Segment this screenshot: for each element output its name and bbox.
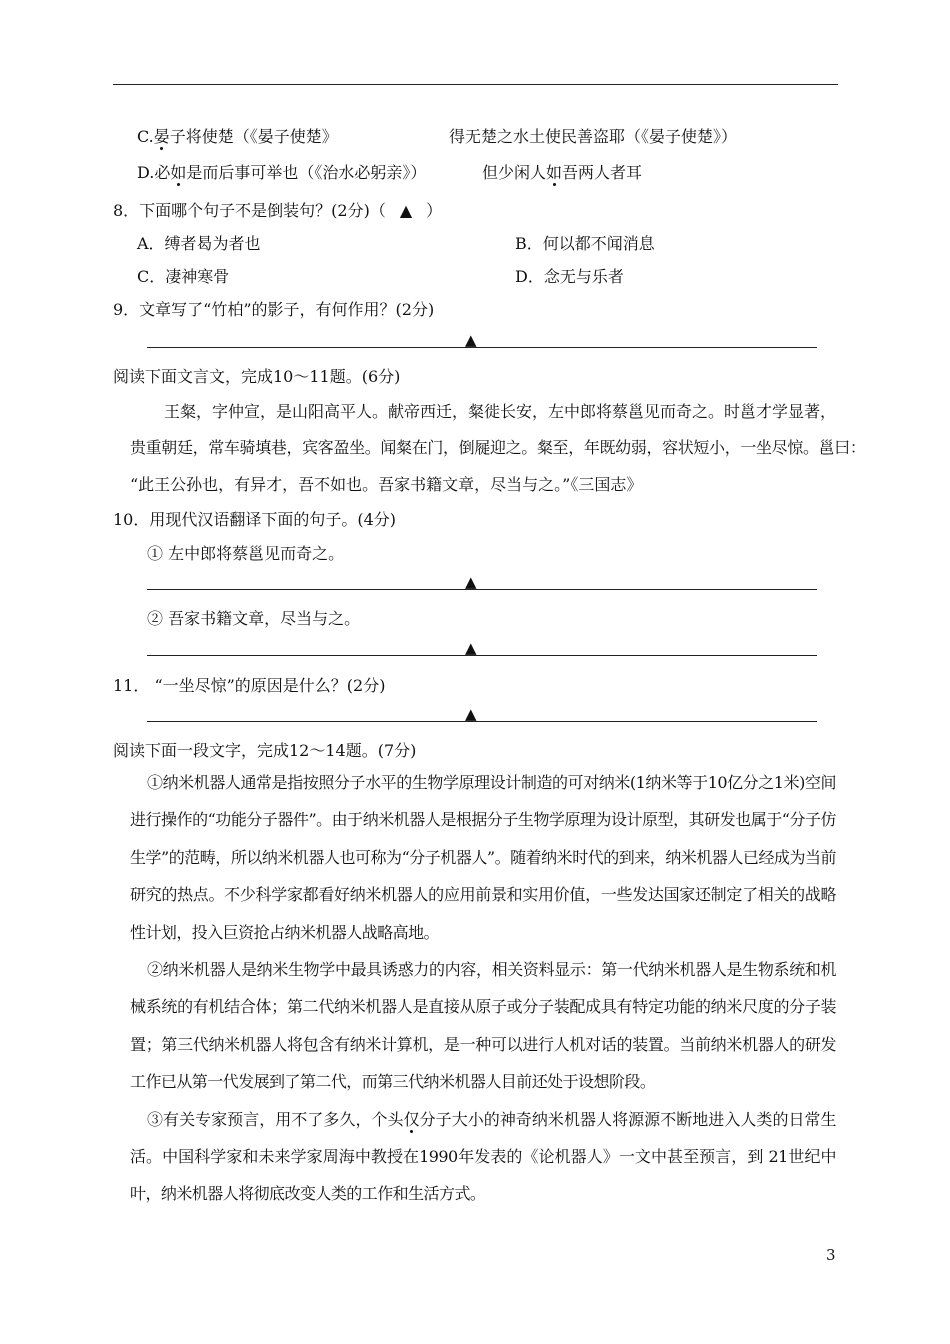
q10-stem: 10．用现代汉语翻译下面的句子。(4分) [113, 510, 397, 529]
classical-intro: 阅读下面文言文，完成10～11题。(6分) [113, 367, 401, 386]
q8-option-b: B．何以都不闻消息 [515, 234, 655, 253]
answer-blank-marker: ▲ [399, 201, 413, 220]
emphasis-dot-char: 如 [170, 163, 187, 182]
q11-stem: 11． “一坐尽惊”的原因是什么？(2分) [113, 676, 386, 695]
paragraph-2: ②纳米机器人是纳米生物学中最具诱惑力的内容，相关资料显示：第一代纳米机器人是生物系统和机械系统的有机结合体；第二代纳米机器人是直接从原子或分子装配成具有特定功能的纳米尺度的分子装置；第三代纳米机器人将包含有纳米计算机，是一种可以进行人机对话的装置。当前纳米机器人的研发工作已从第一代发展到了第二代，而第三代纳米机器人目前还处于设想阶段。 [130, 960, 836, 1092]
header-rule [113, 84, 838, 85]
paragraph-1: ①纳米机器人通常是指按照分子水平的生物学原理设计制造的可对纳米(1纳米等于10亿分之1米)空间进行操作的“功能分子器件”。由于纳米机器人是根据分子生物学原理为设计原型，其研发也属于“分子仿生学”的范畴，所以纳米机器人也可称为“分子机器人”。随着纳米时代的到来，纳米机器人已经成为当前研究的热点。不少科学家都看好纳米机器人的应用前景和实用价值，一些发达国家还制定了相关的战略性计划，投入巨资抢占纳米机器人战略高地。 [130, 773, 836, 942]
q9-answer-line[interactable] [147, 347, 817, 348]
q8-stem: 8．下面哪个句子不是倒装句？(2分)（ ▲ ） [113, 201, 443, 220]
option-c-left: C.晏子将使楚（《晏子使楚》 [137, 127, 338, 146]
q8-option-a: A．缚者曷为者也 [137, 234, 261, 253]
option-c-right: 得无楚之水土使民善盗耶（《晏子使楚》） [449, 127, 738, 146]
q11-answer-line[interactable] [147, 721, 817, 722]
classical-line: 贵重朝廷，常车骑填巷，宾客盈坐。闻粲在门，倒屣迎之。粲至，年既幼弱，容状短小，一坐尽惊。邕曰： [130, 438, 866, 457]
answer-marker: ▲ [465, 705, 477, 723]
emphasis-dot-char: 晏 [153, 127, 170, 146]
q10-item-2: ② 吾家书籍文章，尽当与之。 [147, 609, 361, 628]
q8-option-c: C．凄神寒骨 [137, 267, 230, 286]
q8-option-d: D．念无与乐者 [515, 267, 624, 286]
q10-item-1: ① 左中郎将蔡邕见而奇之。 [147, 544, 345, 563]
answer-marker: ▲ [465, 331, 477, 349]
q9-stem: 9．文章写了“竹柏”的影子，有何作用？(2分) [113, 300, 435, 319]
modern-passage [130, 764, 836, 1213]
answer-marker: ▲ [465, 573, 477, 591]
q10-answer-line-2[interactable] [147, 655, 817, 656]
option-d-left: D.必如是而后事可举也（《治水必躬亲》） [137, 163, 427, 182]
q10-answer-line-1[interactable] [147, 589, 817, 590]
classical-line: 王粲，字仲宣，是山阳高平人。献帝西迁，粲徙长安，左中郎将蔡邕见而奇之。时邕才学显著， [164, 402, 837, 421]
modern-intro: 阅读下面一段文字，完成12～14题。(7分) [113, 741, 417, 760]
classical-line: “此王公孙也，有异才，吾不如也。吾家书籍文章，尽当与之。”《三国志》 [130, 475, 643, 494]
emphasis-dot-char: 仅 [403, 1109, 420, 1129]
page-number: 3 [826, 1246, 836, 1264]
paragraph-3: ③有关专家预言，用不了多久，个头仅分子大小的神奇纳米机器人将源源不断地进入人类的日常生活。中国科学家和未来学家周海中教授在1990年发表的《论机器人》一文中甚至预言，到 21世纪中叶，纳米机器人将彻底改变人类的工作和生活方式。 [130, 1109, 837, 1204]
option-d-right: 但少闲人如吾两人者耳 [482, 163, 643, 182]
emphasis-dot-char: 如 [546, 163, 563, 182]
answer-marker: ▲ [465, 639, 477, 657]
